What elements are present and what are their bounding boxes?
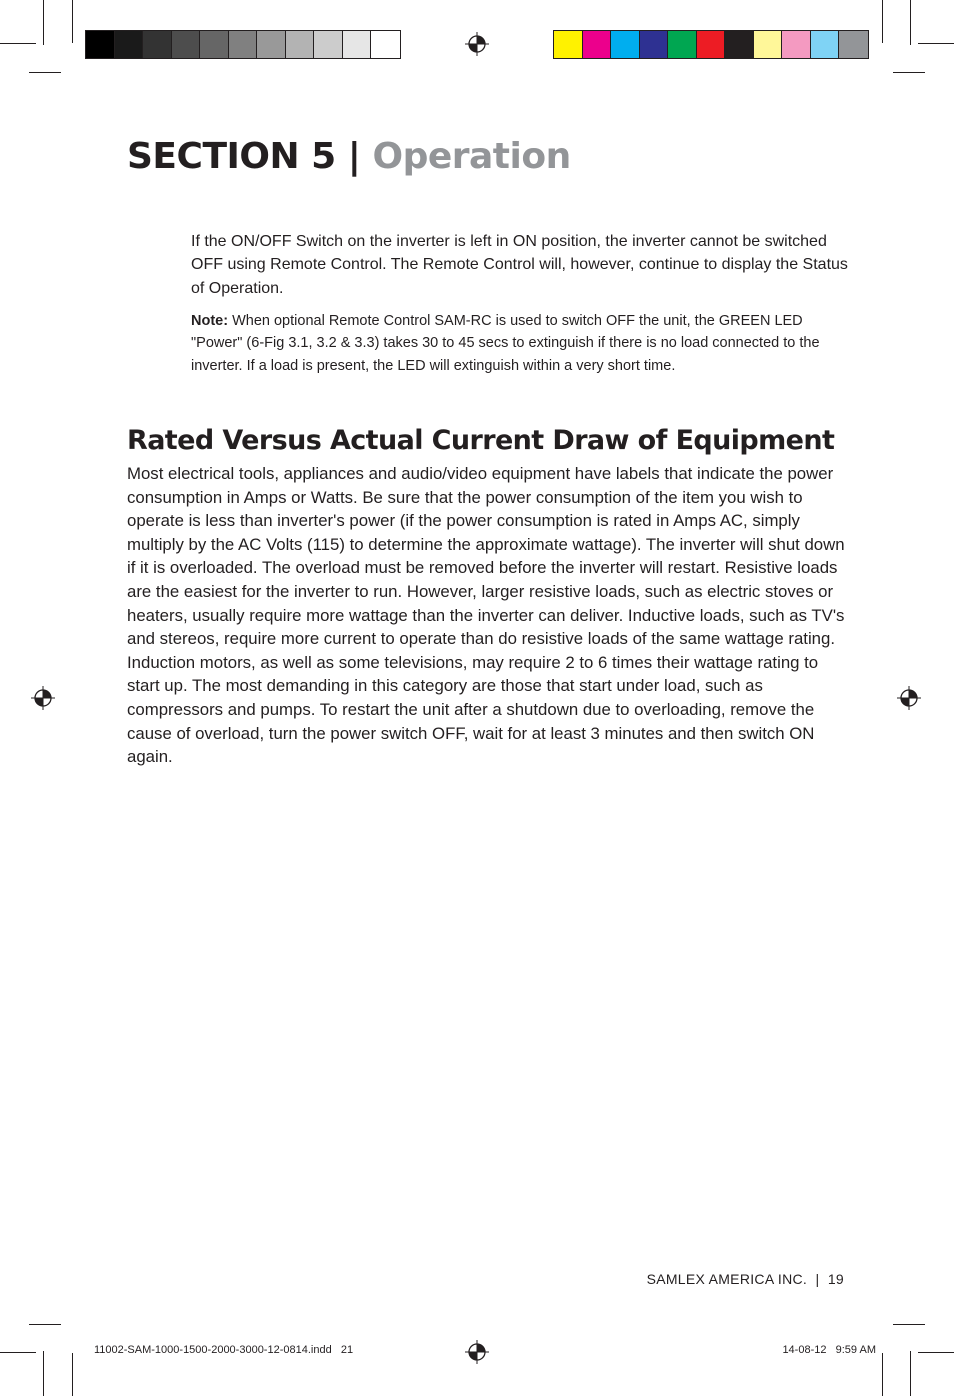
registration-mark-icon	[31, 686, 55, 710]
color-swatch	[697, 31, 726, 58]
color-swatch	[343, 31, 372, 58]
color-swatch	[554, 31, 583, 58]
section-number: SECTION 5	[127, 136, 336, 177]
color-swatch	[286, 31, 315, 58]
color-swatch	[229, 31, 258, 58]
title-separator: |	[347, 136, 361, 177]
crop-mark	[0, 1352, 36, 1353]
color-swatch	[839, 31, 868, 58]
grayscale-color-bar	[85, 30, 401, 59]
color-swatch	[640, 31, 669, 58]
color-swatch	[172, 31, 201, 58]
crop-mark	[910, 1351, 911, 1396]
crop-mark	[72, 1353, 73, 1396]
color-swatch	[725, 31, 754, 58]
page-number: 19	[827, 1271, 844, 1287]
intro-paragraph: If the ON/OFF Switch on the inverter is left in ON position, the inverter cannot be switched OFF using Remote Control. The Remote Control will, however, continue to display the Status of Operation.	[191, 233, 848, 297]
crop-mark	[29, 1324, 61, 1325]
crop-mark	[0, 43, 36, 44]
slug-date: 14-08-12 9:59 AM	[782, 1344, 876, 1356]
footer-separator: |	[815, 1271, 820, 1287]
note-paragraph	[191, 310, 851, 377]
crop-mark	[29, 72, 61, 73]
crop-mark	[893, 72, 925, 73]
section-heading: Rated Versus Actual Current Draw of Equipment	[127, 425, 835, 456]
registration-mark-icon	[465, 32, 489, 56]
crop-mark	[882, 1353, 883, 1396]
color-swatch	[668, 31, 697, 58]
color-swatch	[611, 31, 640, 58]
crop-mark	[882, 0, 883, 43]
note-text: When optional Remote Control SAM-RC is used to switch OFF the unit, the GREEN LED "Power" (6-Fig 3.1, 3.2 & 3.3) takes 30 to 45 secs to extinguish if there is no load connected to the inverter. If a load is present, the LED will extinguish within a very short time.	[191, 313, 820, 374]
registration-mark-icon	[897, 686, 921, 710]
color-swatch	[143, 31, 172, 58]
color-swatch	[811, 31, 840, 58]
color-swatch	[371, 31, 400, 58]
crop-mark	[43, 1351, 44, 1396]
footer-company: SAMLEX AMERICA INC.	[646, 1271, 808, 1287]
color-swatch	[583, 31, 612, 58]
section-title: Operation	[372, 136, 571, 177]
page-title	[127, 136, 571, 177]
process-color-bar	[553, 30, 869, 59]
crop-mark	[893, 1324, 925, 1325]
color-swatch	[314, 31, 343, 58]
crop-mark	[918, 43, 954, 44]
color-swatch	[754, 31, 783, 58]
crop-mark	[43, 0, 44, 45]
crop-mark	[72, 0, 73, 43]
page-footer	[647, 1271, 844, 1287]
slug-filename: 11002-SAM-1000-1500-2000-3000-12-0814.indd 21	[94, 1344, 354, 1356]
color-swatch	[115, 31, 144, 58]
note-label: Note:	[191, 313, 229, 329]
color-swatch	[257, 31, 286, 58]
body-paragraph: Most electrical tools, appliances and audio/video equipment have labels that indicate the power consumption in Amps or Watts. Be sure that the power consumption of the item you wish to operate is less than inverter's power (if the power consumption is rated in Amps AC, simply multiply by the AC Volts (115) to determine the approximate wattage). The inverter will shut down if it is overloaded. The overload must be removed before the inverter will restart. Resistive loads are the easiest for the inverter to run. However, larger resistive loads, such as electric stoves or heaters, usually require more wattage than the inverter can deliver. Inductive loads, such as TV's and stereos, require more current to operate than do resistive loads of the same wattage rating. Induction motors, as well as some televisions, may require 2 to 6 times their wattage rating to start up. The most demanding in this category are those that start under load, such as compressors and pumps. To restart the unit after a shutdown due to overloading, remove the cause of overload, turn the power switch OFF, wait for at least 3 minutes and then switch ON again.	[127, 464, 845, 767]
color-swatch	[200, 31, 229, 58]
color-swatch	[86, 31, 115, 58]
crop-mark	[910, 0, 911, 45]
crop-mark	[918, 1352, 954, 1353]
registration-mark-icon	[465, 1340, 489, 1364]
color-swatch	[782, 31, 811, 58]
